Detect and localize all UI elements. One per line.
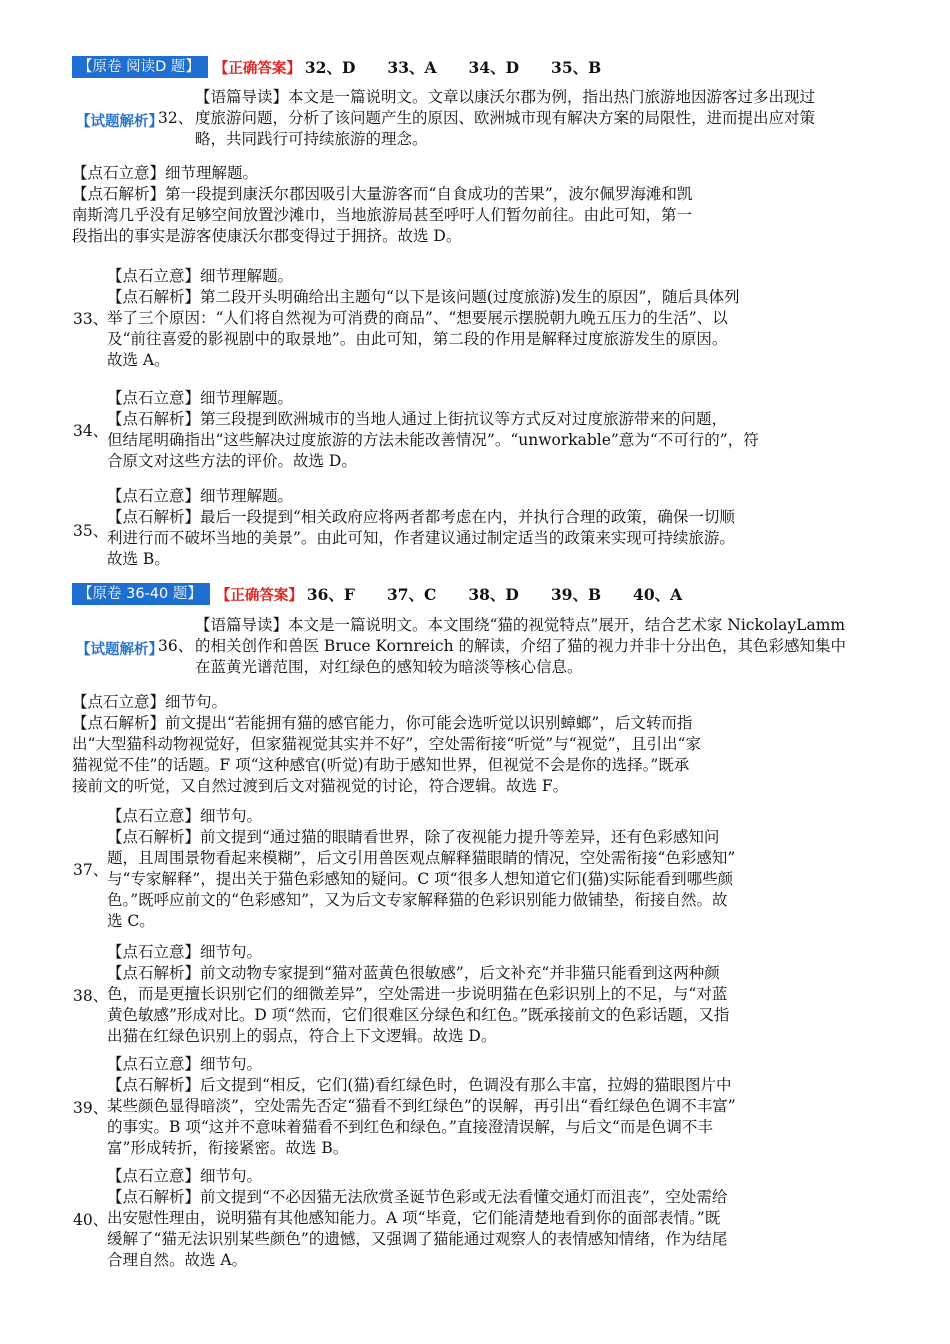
question-35-analysis: 【点石立意】细节理解题。 【点石解析】最后一段提到“相关政府应将两者都考虑在内，并执行合理的政策，确保一切顺 利进行而不破坏当地的美景”。由此可知，作者建议通过制定适当的政策来实现可持续旅游。 故选 B。	[107, 487, 735, 568]
question-37-analysis: 【点石立意】细节句。 【点石解析】前文提到“通过猫的眼睛看世界，除了夜视能力提升等差异，还有色彩感知问 题，且周围景物看起来模糊”，后文引用兽医观点解释猫眼睛的情况，空处需衔接“色彩感知” 与“专家解释”，提出关于猫色彩感知的疑问。C 项“很多人想知道它们(猫)实际能看到哪些颜 色。”既呼应前文的“色彩感知”，又为后文专家解释猫的色彩识别能力做铺垫，衔接自然。故 选 C。	[107, 807, 736, 930]
answer-item: 40、A	[633, 585, 683, 604]
answer-item: 37、C	[386, 585, 437, 604]
question-number: 32、	[158, 109, 194, 127]
answer-item: 38、D	[468, 585, 519, 604]
answer-header-2	[72, 583, 682, 605]
answer-item: 32、D	[304, 58, 356, 77]
question-40-analysis: 【点石立意】细节句。 【点石解析】前文提到“不必因猫无法欣赏圣诞节色彩或无法看懂交通灯而沮丧”，空处需给 出安慰性理由，说明猫有其他感知能力。A 项“毕竟，它们能清楚地看到你的面部表情。”既 缓解了“猫无法识别某些颜色”的遗憾，又强调了猫能通过观察人的表情感知情绪，作为结尾 合理自然。故选 A。	[107, 1167, 728, 1269]
question-32-analysis: 【点石立意】细节理解题。 【点石解析】第一段提到康沃尔郡因吸引大量游客而“自食成功的苦果”，波尔佩罗海滩和凯 南斯湾几乎没有足够空间放置沙滩巾，当地旅游局甚至呼吁人们暂勿前往。由此可知，第一 段指出的事实是游客使康沃尔郡变得过于拥挤。故选 D。	[72, 164, 693, 245]
question-number: 40、	[73, 1211, 109, 1229]
answer-item: 39、B	[550, 585, 602, 604]
answer-item: 36、F	[306, 585, 355, 604]
correct-answer-label-1: 【正确答案】	[213, 60, 301, 77]
analysis-tag-1: 【试题解析】	[76, 114, 163, 130]
question-33-analysis: 【点石立意】细节理解题。 【点石解析】第二段开头明确给出主题句“以下是该问题(过度旅游)发生的原因”，随后具体列 举了三个原因：“人们将自然视为可消费的商品”、“想要展示摆脱朝九晚五压力的生活”、以 及“前往喜爱的影视剧中的取景地”。由此可知，第二段的作用是解释过度旅游发生的原因。 故选 A。	[107, 267, 740, 369]
answer-item: 35、B	[551, 58, 602, 77]
question-number: 38、	[73, 987, 109, 1005]
question-36-analysis: 【点石立意】细节句。 【点石解析】前文提出“若能拥有猫的感官能力，你可能会选听觉以识别蟑螂”，后文转而指 出“大型猫科动物视觉好，但家猫视觉其实并不好”，空处需衔接“听觉”与“视觉”，且引出“家 猫视觉不佳”的话题。F 项“这种感官(听觉)有助于感知世界，但视觉不会是你的选择。”既承 接前文的听觉，又自然过渡到后文对猫视觉的讨论，符合逻辑。故选 F。	[72, 693, 701, 795]
section-tag-1: 【原卷 阅读D 题】	[72, 56, 208, 78]
analysis-tag-2: 【试题解析】	[76, 642, 163, 658]
answer-item: 34、D	[468, 58, 520, 77]
passage-intro-1: 【语篇导读】本文是一篇说明文。文章以康沃尔郡为例，指出热门旅游地因游客过多出现过 度旅游问题，分析了该问题产生的原因、欧洲城市现有解决方案的局限性，进而提出应对策 略，共同践行可持续旅游的理念。	[195, 88, 816, 148]
question-number: 36、	[158, 637, 194, 655]
question-number: 35、	[73, 522, 109, 540]
question-39-analysis: 【点石立意】细节句。 【点石解析】后文提到“相反，它们(猫)看红绿色时，色调没有那么丰富，拉姆的猫眼图片中 某些颜色显得暗淡”，空处需先否定“猫看不到红绿色”的误解，再引出“看红绿色色调不丰富” 的事实。B 项“这并不意味着猫看不到红色和绿色。”直接澄清误解，与后文“而是色调不丰 富”形成转折，衔接紧密。故选 B。	[107, 1055, 736, 1157]
question-34-analysis: 【点石立意】细节理解题。 【点石解析】第三段提到欧洲城市的当地人通过上街抗议等方式反对过度旅游带来的问题， 但结尾明确指出“这些解决过度旅游的方法未能改善情况”。“unworkable”意为“不可行的”，符 合原文对这些方法的评价。故选 D。	[107, 389, 759, 470]
question-number: 37、	[73, 861, 109, 879]
answer-item: 33、A	[387, 58, 437, 77]
answer-header-1	[72, 56, 601, 78]
passage-intro-2: 【语篇导读】本文是一篇说明文。本文围绕“猫的视觉特点”展开，结合艺术家 NickolayLamm 的相关创作和兽医 Bruce Kornreich 的解读，介绍了猫的视力并非十分出色，其色彩感知集中 在蓝黄光谱范围，对红绿色的感知较为暗淡等核心信息。	[195, 616, 847, 676]
question-number: 39、	[73, 1099, 109, 1117]
question-number: 33、	[73, 310, 109, 328]
question-number: 34、	[73, 422, 109, 440]
section-tag-2: 【原卷 36-40 题】	[72, 583, 210, 605]
correct-answer-label-2: 【正确答案】	[215, 587, 303, 604]
question-38-analysis: 【点石立意】细节句。 【点石解析】前文动物专家提到“猫对蓝黄色很敏感”，后文补充“并非猫只能看到这两种颜 色，而是更擅长识别它们的细微差异”，空处需进一步说明猫在色彩识别上的不足，与“对蓝 黄色敏感”形成对比。D 项“然而，它们很难区分绿色和红色。”既承接前文的色彩话题，又指 出猫在红绿色识别上的弱点，符合上下文逻辑。故选 D。	[107, 943, 730, 1045]
